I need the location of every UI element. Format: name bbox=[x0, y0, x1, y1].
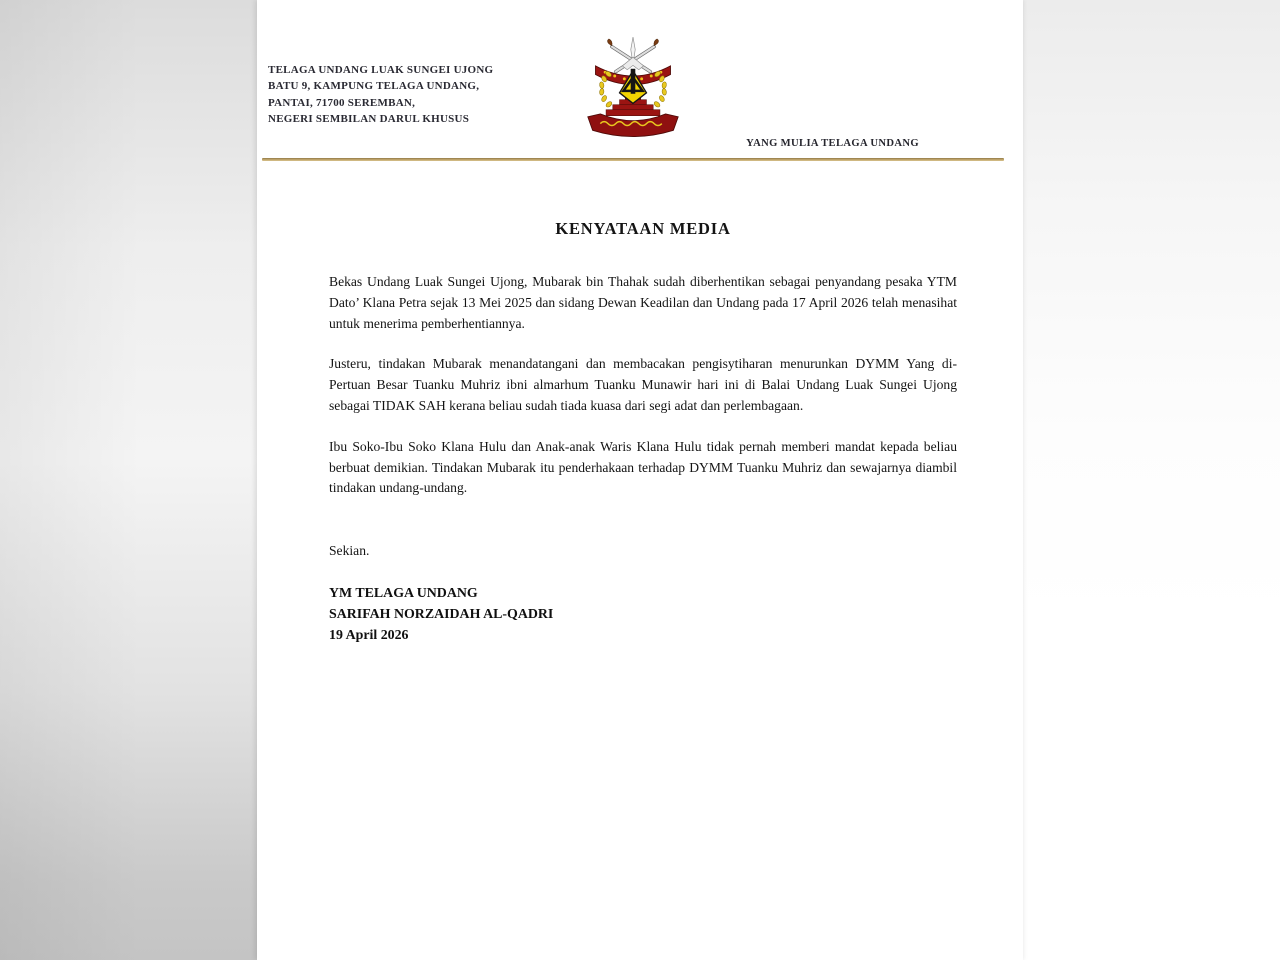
closing-line: Sekian. bbox=[329, 543, 370, 559]
letterhead-rule bbox=[262, 158, 1004, 161]
signature-date: 19 April 2026 bbox=[329, 627, 409, 643]
signature-name: SARIFAH NORZAIDAH AL-QADRI bbox=[329, 606, 554, 622]
central-kris bbox=[622, 37, 643, 70]
background-left bbox=[0, 0, 257, 960]
document-body bbox=[329, 272, 957, 646]
document-title: KENYATAAN MEDIA bbox=[555, 219, 731, 238]
address-line-2: BATU 9, KAMPUNG TELAGA UNDANG, bbox=[268, 80, 480, 93]
paragraph-1: Bekas Undang Luak Sungei Ujong, Mubarak bin Thahak sudah diberhentikan sebagai penyandang pesaka YTM Dato’ Klana Petra sejak 13 Mei 2025 dan sidang Dewan Keadilan dan Undang pada 17 April 2026 telah menasihat untuk menerima pemberhentiannya. bbox=[329, 274, 957, 331]
address-line-3: PANTAI, 71700 SEREMBAN, bbox=[268, 96, 416, 109]
letterhead-address bbox=[268, 62, 493, 127]
center-shield bbox=[620, 69, 647, 104]
telaga-undang-crest-icon bbox=[583, 36, 683, 140]
letterhead-right-title: YANG MULIA TELAGA UNDANG bbox=[746, 138, 919, 149]
signature-block bbox=[329, 583, 957, 646]
paragraph-2: Justeru, tindakan Mubarak menandatangani dan membacakan pengisytiharan menurunkan DYMM Yang di-Pertuan Besar Tuanku Muhriz ibni almarhum Tuanku Munawir hari ini di Balai Undang Luak Sungei Ujong sebagai TIDAK SAH kerana beliau sudah tiada kuasa dari segi adat dan perlembagaan. bbox=[329, 356, 957, 413]
background-right bbox=[1023, 0, 1280, 960]
signature-title: YM TELAGA UNDANG bbox=[329, 585, 478, 601]
address-line-1: TELAGA UNDANG LUAK SUNGEI UJONG bbox=[268, 64, 494, 76]
letter-page bbox=[257, 0, 1023, 960]
bottom-ribbon bbox=[588, 114, 678, 137]
paragraph-3: Ibu Soko-Ibu Soko Klana Hulu dan Anak-anak Waris Klana Hulu tidak pernah memberi mandat kepada beliau berbuat demikian. Tindakan Mubarak itu penderhakaan terhadap DYMM Tuanku Muhriz dan sewajarnya diambil tindakan undang-undang. bbox=[329, 438, 957, 496]
address-line-4: NEGERI SEMBILAN DARUL KHUSUS bbox=[268, 112, 470, 125]
